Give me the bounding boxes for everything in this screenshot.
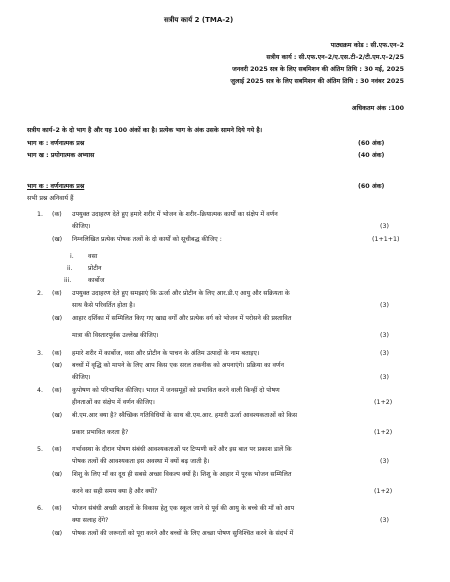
list-marker: i.: [70, 253, 74, 260]
sub-label: (क): [52, 350, 62, 357]
question-text: मात्रा की विस्तारपूर्वक उल्लेख कीजिए।: [72, 332, 159, 339]
section-marks: (60 अंक): [358, 183, 385, 190]
part-b-marks: (40 अंक): [358, 152, 385, 159]
question-marks: (3): [380, 223, 389, 230]
sub-label: (ख): [52, 236, 63, 243]
question-marks: (1+2): [374, 488, 393, 495]
question-text: कुपोषण को परिभाषित कीजिए। भारत में जनसमूहों को प्रभावित करने वाली किन्हीं दो पोषण: [72, 387, 280, 394]
part-b-label: भाग ख : प्रयोगात्मक अभ्यास: [27, 152, 95, 159]
question-marks: (1+1+1): [372, 236, 400, 243]
sub-label: (ख): [52, 412, 63, 419]
list-item: कार्बोज: [88, 277, 105, 284]
question-text: कीजिए।: [72, 374, 91, 381]
sub-label: (क): [52, 211, 62, 218]
part-a-label: भाग क : वर्णनात्मक प्रश्न: [27, 140, 85, 147]
deadline-july: जुलाई 2025 सत्र के लिए सबमिशन की अंतिम तिथि : 30 नवंबर 2025: [230, 78, 404, 85]
question-text: साथ कैसे परिवर्तित होता है।: [72, 302, 136, 309]
question-number: 4.: [37, 387, 44, 394]
question-marks: (1+2): [374, 399, 393, 406]
list-item: वसा: [88, 253, 98, 260]
question-text: निम्नलिखित प्रत्येक पोषक तत्वों के दो कार्यों को सूचीबद्ध कीजिए :: [72, 236, 222, 243]
question-text: बी.एम.आर क्या है? स्वैच्छिक गतिविधियों के साथ बी.एम.आर. हमारी ऊर्जा आवश्यकताओं को किस: [72, 412, 298, 419]
question-text: उपयुक्त उदाहरण देते हुए समझाएं कि ऊर्जा और प्रोटीन के लिए आर.डी.ए आयु और सक्रियता के: [72, 290, 290, 297]
course-code: पाठ्यक्रम कोड : सी.एफ.एन–2: [330, 42, 404, 49]
sub-label: (क): [52, 505, 62, 512]
list-marker: ii.: [67, 265, 73, 272]
question-text: शिशु के लिए माँ का दूध ही सबसे अच्छा विकल्प क्यों है। शिशु के आहार में पूरक भोजन सम्मिलित: [72, 471, 292, 478]
question-text: करने का सही समय क्या है और क्यों?: [72, 488, 158, 495]
question-text: हमारे शरीर में कार्बोज, वसा और प्रोटीन के पाचन के अंतिम उत्पादों के नाम बताइए।: [72, 350, 260, 357]
question-text: गर्भावस्था के दौरान पोषण संबंधी आवश्यकताओं पर टिप्पणी करें और इस बात पर प्रकाश डालें कि: [72, 446, 292, 453]
question-text: भोजन संबंधी अच्छी आदतों के विकास हेतु एक स्कूल जाने से पूर्व की आयु के बच्चे की माँ को आप: [72, 505, 295, 512]
question-text: आहार दर्शिका में सम्मिलित किए गए खाद्य वर्गों और प्रत्येक वर्ग को भोजन में परोसने की प्रस्तावित: [72, 315, 292, 322]
sub-label: (ख): [52, 362, 63, 369]
deadline-january: जनवरी 2025 सत्र के लिए सबमिशन की अंतिम तिथि : 30 मई, 2025: [232, 66, 404, 73]
question-text: क्या सलाह देंगे?: [72, 517, 109, 524]
sub-label: (ख): [52, 530, 63, 537]
question-marks: (1+2): [374, 429, 393, 436]
question-marks: (3): [380, 350, 389, 357]
assignment-title: सत्रीय कार्य 2 (TMA-2): [164, 16, 234, 24]
question-text: कीजिए।: [72, 223, 91, 230]
question-marks: (3): [380, 332, 389, 339]
max-marks: अधिकतम अंक :100: [351, 105, 404, 112]
question-text: बच्चों में वृद्धि को मापने के लिए आप किस एक सरल तकनीक को अपनाएंगे। प्रक्रिया का वर्णन: [72, 362, 284, 369]
sub-label: (ख): [52, 471, 63, 478]
list-marker: iii.: [64, 277, 72, 284]
question-marks: (3): [380, 374, 389, 381]
assignment-code: सत्रीय कार्य : सी.एफ.एन–2/ए.एस.टी–2/टी.एम.ए–2/25: [266, 54, 404, 61]
list-item: प्रोटीन: [88, 265, 102, 272]
question-marks: (3): [380, 302, 389, 309]
question-number: 2.: [37, 290, 44, 297]
question-number: 6.: [37, 505, 44, 512]
question-text: पोषक तत्वों की जरूरतों को पूरा करने और बच्चों के लिए अच्छा पोषण सुनिश्चित करने के संदर्भ में: [72, 530, 294, 537]
part-a-marks: (60 अंक): [358, 140, 385, 147]
section-heading: भाग क : वर्णनात्मक प्रश्न: [27, 183, 85, 190]
question-text: हीनताओं का संक्षेप में वर्णन कीजिए।: [72, 399, 155, 406]
sub-label: (ख): [52, 315, 63, 322]
question-number: 5.: [37, 446, 44, 453]
sub-label: (क): [52, 446, 62, 453]
question-number: 3.: [37, 350, 44, 357]
question-text: प्रकार प्रभावित करता है?: [72, 429, 129, 436]
question-number: 1.: [37, 211, 44, 218]
question-text: पोषक तत्वों की आवश्यकता इस अवस्था में क्यों बढ़ जाती है।: [72, 458, 210, 465]
sub-label: (क): [52, 387, 62, 394]
question-text: उपयुक्त उदाहरण देते हुए हमारे शरीर में भोजन के शरीर–क्रियात्मक कार्यों का संक्षेप में वर्णन: [72, 211, 278, 218]
question-marks: (3): [380, 517, 389, 524]
sub-label: (क): [52, 290, 62, 297]
question-marks: (3): [380, 458, 389, 465]
section-note: सभी प्रश्न अनिवार्य हैं: [27, 195, 74, 202]
intro-line: सत्रीय कार्य–2 के दो भाग है और यह 100 अंकों का है। प्रत्येक भाग के अंक उसके सामने दिये गये है।: [27, 127, 263, 134]
